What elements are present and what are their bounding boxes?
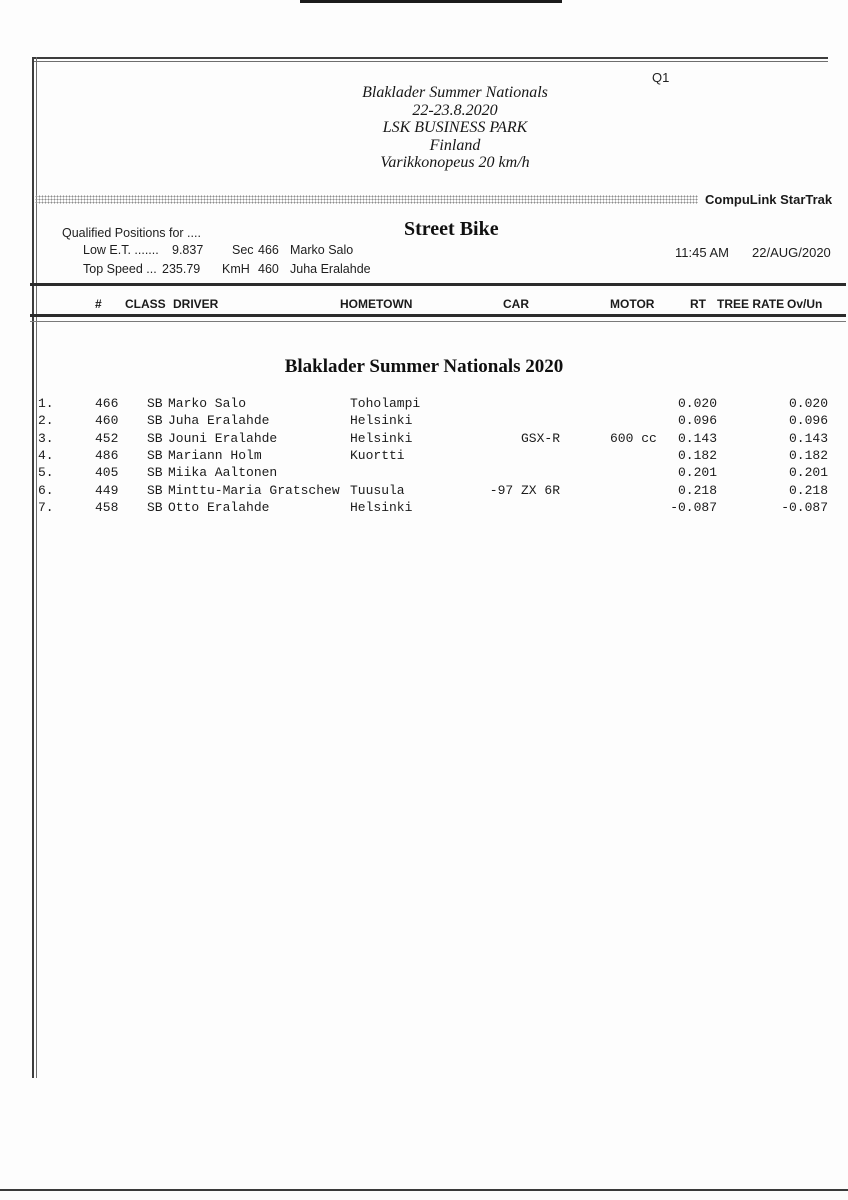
event-title: Blaklader Summer Nationals (362, 84, 548, 101)
event-dates: 22-23.8.2020 (412, 101, 498, 119)
header-rule-bottom-thick (30, 314, 846, 317)
row-hometown: Helsinki (350, 431, 413, 446)
top-speed-label: Top Speed ... (83, 262, 157, 276)
row-motor: 600 cc (610, 431, 657, 446)
row-rt: 0.143 (677, 431, 717, 446)
table-row (0, 431, 848, 447)
row-driver: Mariann Holm (168, 448, 262, 463)
row-car: -97 ZX 6R (489, 483, 560, 498)
col-header-position: # (95, 297, 102, 311)
dotted-divider-band (35, 195, 698, 204)
row-ovun: 0.020 (788, 396, 828, 411)
col-header-rt: RT (690, 297, 706, 311)
row-ovun: 0.218 (788, 483, 828, 498)
row-class: SB (147, 413, 163, 428)
row-ovun: 0.096 (788, 413, 828, 428)
row-car: GSX-R (520, 431, 560, 446)
timing-system-brand: CompuLink StarTrak (705, 192, 833, 207)
table-row (0, 465, 848, 481)
event-country: Finland (429, 136, 481, 154)
row-class: SB (147, 483, 163, 498)
col-header-ovun: Ov/Un (787, 297, 823, 311)
event-note: Varikkonopeus 20 km/h (380, 154, 530, 171)
page-border-left (32, 57, 37, 1078)
row-position: 5. (38, 465, 54, 480)
low-et-unit: Sec (232, 243, 254, 257)
table-row (0, 413, 848, 429)
low-et-label: Low E.T. ....... (83, 243, 159, 257)
top-speed-driver: Juha Eralahde (290, 262, 371, 276)
row-bike-number: 449 (95, 483, 119, 498)
top-speed-value: 235.79 (162, 262, 201, 276)
session-label: Q1 (652, 70, 670, 85)
top-speed-bike-number: 460 (258, 262, 279, 276)
header-rule-bottom-thin (30, 321, 846, 322)
col-header-driver: DRIVER (173, 297, 219, 311)
low-et-bike-number: 466 (258, 243, 279, 257)
row-ovun: 0.201 (788, 465, 828, 480)
table-row (0, 448, 848, 464)
table-row (0, 500, 848, 516)
race-class-title: Street Bike (404, 218, 499, 240)
col-header-hometown: HOMETOWN (340, 297, 413, 311)
row-bike-number: 466 (95, 396, 119, 411)
row-rt: 0.096 (677, 413, 717, 428)
header-rule-top (30, 283, 846, 286)
row-driver: Miika Aaltonen (168, 465, 278, 480)
scan-artifact-line (300, 0, 562, 3)
row-bike-number: 458 (95, 500, 119, 515)
event-venue: LSK BUSINESS PARK (382, 119, 528, 136)
print-time: 11:45 AM (675, 245, 729, 260)
print-date: 22/AUG/2020 (752, 245, 831, 260)
row-rt: -0.087 (670, 500, 717, 515)
col-header-motor: MOTOR (610, 297, 655, 311)
row-position: 7. (38, 500, 54, 515)
row-class: SB (147, 431, 163, 446)
row-rt: 0.201 (677, 465, 717, 480)
row-class: SB (147, 500, 163, 515)
row-driver: Marko Salo (168, 396, 247, 411)
top-speed-line (0, 262, 848, 278)
col-header-tree-rate: TREE RATE (717, 297, 785, 311)
page-bottom-rule (0, 1189, 848, 1191)
col-header-class: CLASS (125, 297, 166, 311)
row-position: 2. (38, 413, 54, 428)
top-speed-unit: KmH (222, 262, 250, 276)
row-position: 4. (38, 448, 54, 463)
row-class: SB (147, 396, 163, 411)
low-et-driver: Marko Salo (290, 243, 354, 257)
row-position: 6. (38, 483, 54, 498)
row-class: SB (147, 465, 163, 480)
row-position: 1. (38, 396, 54, 411)
row-driver: Jouni Eralahde (168, 431, 278, 446)
row-hometown: Toholampi (350, 396, 421, 411)
row-driver: Otto Eralahde (168, 500, 270, 515)
row-driver: Minttu-Maria Gratschew (168, 483, 340, 498)
row-hometown: Helsinki (350, 500, 413, 515)
row-hometown: Kuortti (350, 448, 405, 463)
low-et-value: 9.837 (172, 243, 204, 257)
row-rt: 0.182 (677, 448, 717, 463)
row-class: SB (147, 448, 163, 463)
row-ovun: 0.182 (788, 448, 828, 463)
table-row (0, 483, 848, 499)
page-border-top (32, 57, 828, 62)
table-row (0, 396, 848, 412)
row-hometown: Tuusula (350, 483, 405, 498)
row-bike-number: 486 (95, 448, 119, 463)
row-bike-number: 405 (95, 465, 119, 480)
results-section-title: Blaklader Summer Nationals 2020 (284, 356, 564, 377)
col-header-car: CAR (503, 297, 529, 311)
row-position: 3. (38, 431, 54, 446)
row-rt: 0.020 (677, 396, 717, 411)
row-hometown: Helsinki (350, 413, 413, 428)
row-bike-number: 452 (95, 431, 119, 446)
row-bike-number: 460 (95, 413, 119, 428)
row-driver: Juha Eralahde (168, 413, 270, 428)
qualified-positions-heading: Qualified Positions for .... (62, 226, 201, 240)
row-ovun: -0.087 (781, 500, 828, 515)
row-ovun: 0.143 (788, 431, 828, 446)
event-header (255, 84, 655, 172)
row-rt: 0.218 (677, 483, 717, 498)
